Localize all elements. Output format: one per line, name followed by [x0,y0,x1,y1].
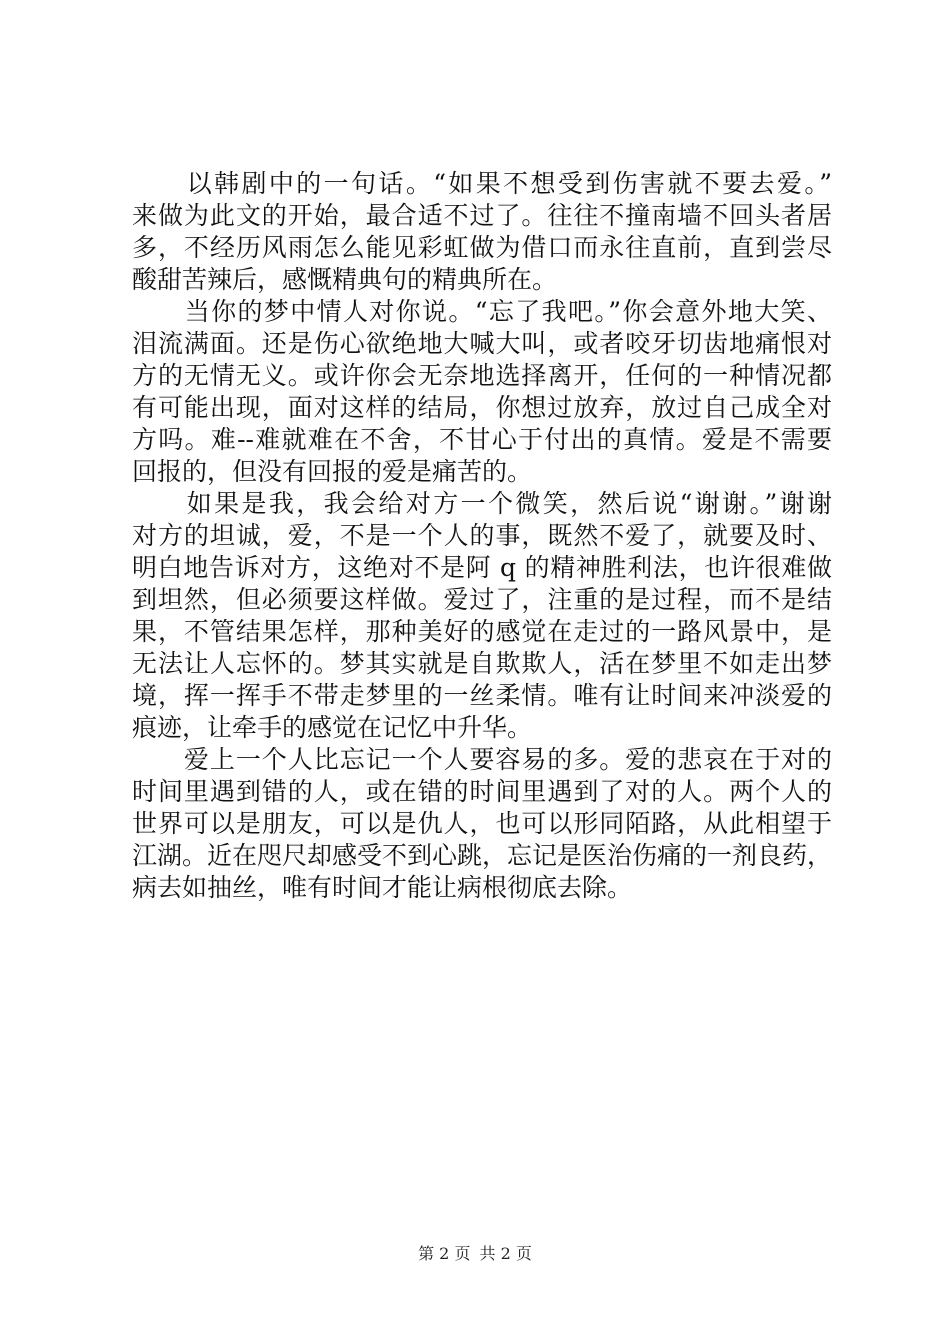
text-line: 方的无情无义。或许你会无奈地选择离开，任何的一种情况都 [132,361,832,390]
document-body [132,168,832,904]
text-line: 病去如抽丝，唯有时间才能让病根彻底去除。 [132,873,633,902]
text-line: 果，不管结果怎样，那种美好的感觉在走过的一路风景中，是 [132,617,832,646]
text-line: 酸甜苦辣后，感慨精典句的精典所在。 [132,265,558,294]
text-line: 方吗。难--难就难在不舍，不甘心于付出的真情。爱是不需要 [132,425,832,454]
text-line: 如果是我，我会给对方一个微笑，然后说“谢谢。”谢谢 [132,489,832,518]
page-total: 共 2 页 [479,1244,532,1263]
text-line: 境，挥一挥手不带走梦里的一丝柔情。唯有让时间来冲淡爱的 [132,681,832,710]
text-line: 江湖。近在咫尺却感受不到心跳，忘记是医治伤痛的一剂良药， [132,841,833,870]
text-line: 爱上一个人比忘记一个人要容易的多。爱的悲哀在于对的 [132,745,832,774]
text-line: 到坦然，但必须要这样做。爱过了，注重的是过程，而不是结 [132,585,832,614]
text-line: 对方的坦诚，爱，不是一个人的事，既然不爱了，就要及时、 [132,521,832,550]
text-line: 来做为此文的开始，最合适不过了。往往不撞南墙不回头者居 [132,201,832,230]
text-line: 明白地告诉对方，这绝对不是阿 q 的精神胜利法，也许很难做 [132,553,832,582]
text-line: 回报的，但没有回报的爱是痛苦的。 [132,457,533,486]
text-line: 痕迹，让牵手的感觉在记忆中升华。 [132,713,533,742]
text-line: 世界可以是朋友，可以是仇人，也可以形同陌路，从此相望于 [132,809,832,838]
text-line: 有可能出现，面对这样的结局，你想过放弃，放过自己成全对 [132,393,832,422]
page-number: 第 2 页 [418,1244,471,1263]
text-line: 多，不经历风雨怎么能见彩虹做为借口而永往直前，直到尝尽 [132,233,832,262]
text-line: 以韩剧中的一句话。“如果不想受到伤害就不要去爱。” [132,169,832,198]
text-line: 当你的梦中情人对你说。“忘了我吧。”你会意外地大笑、 [132,297,832,326]
page-footer [0,1244,950,1264]
text-line: 泪流满面。还是伤心欲绝地大喊大叫，或者咬牙切齿地痛恨对 [132,329,832,358]
text-line: 无法让人忘怀的。梦其实就是自欺欺人，活在梦里不如走出梦 [132,649,832,678]
text-line: 时间里遇到错的人，或在错的时间里遇到了对的人。两个人的 [132,777,832,806]
